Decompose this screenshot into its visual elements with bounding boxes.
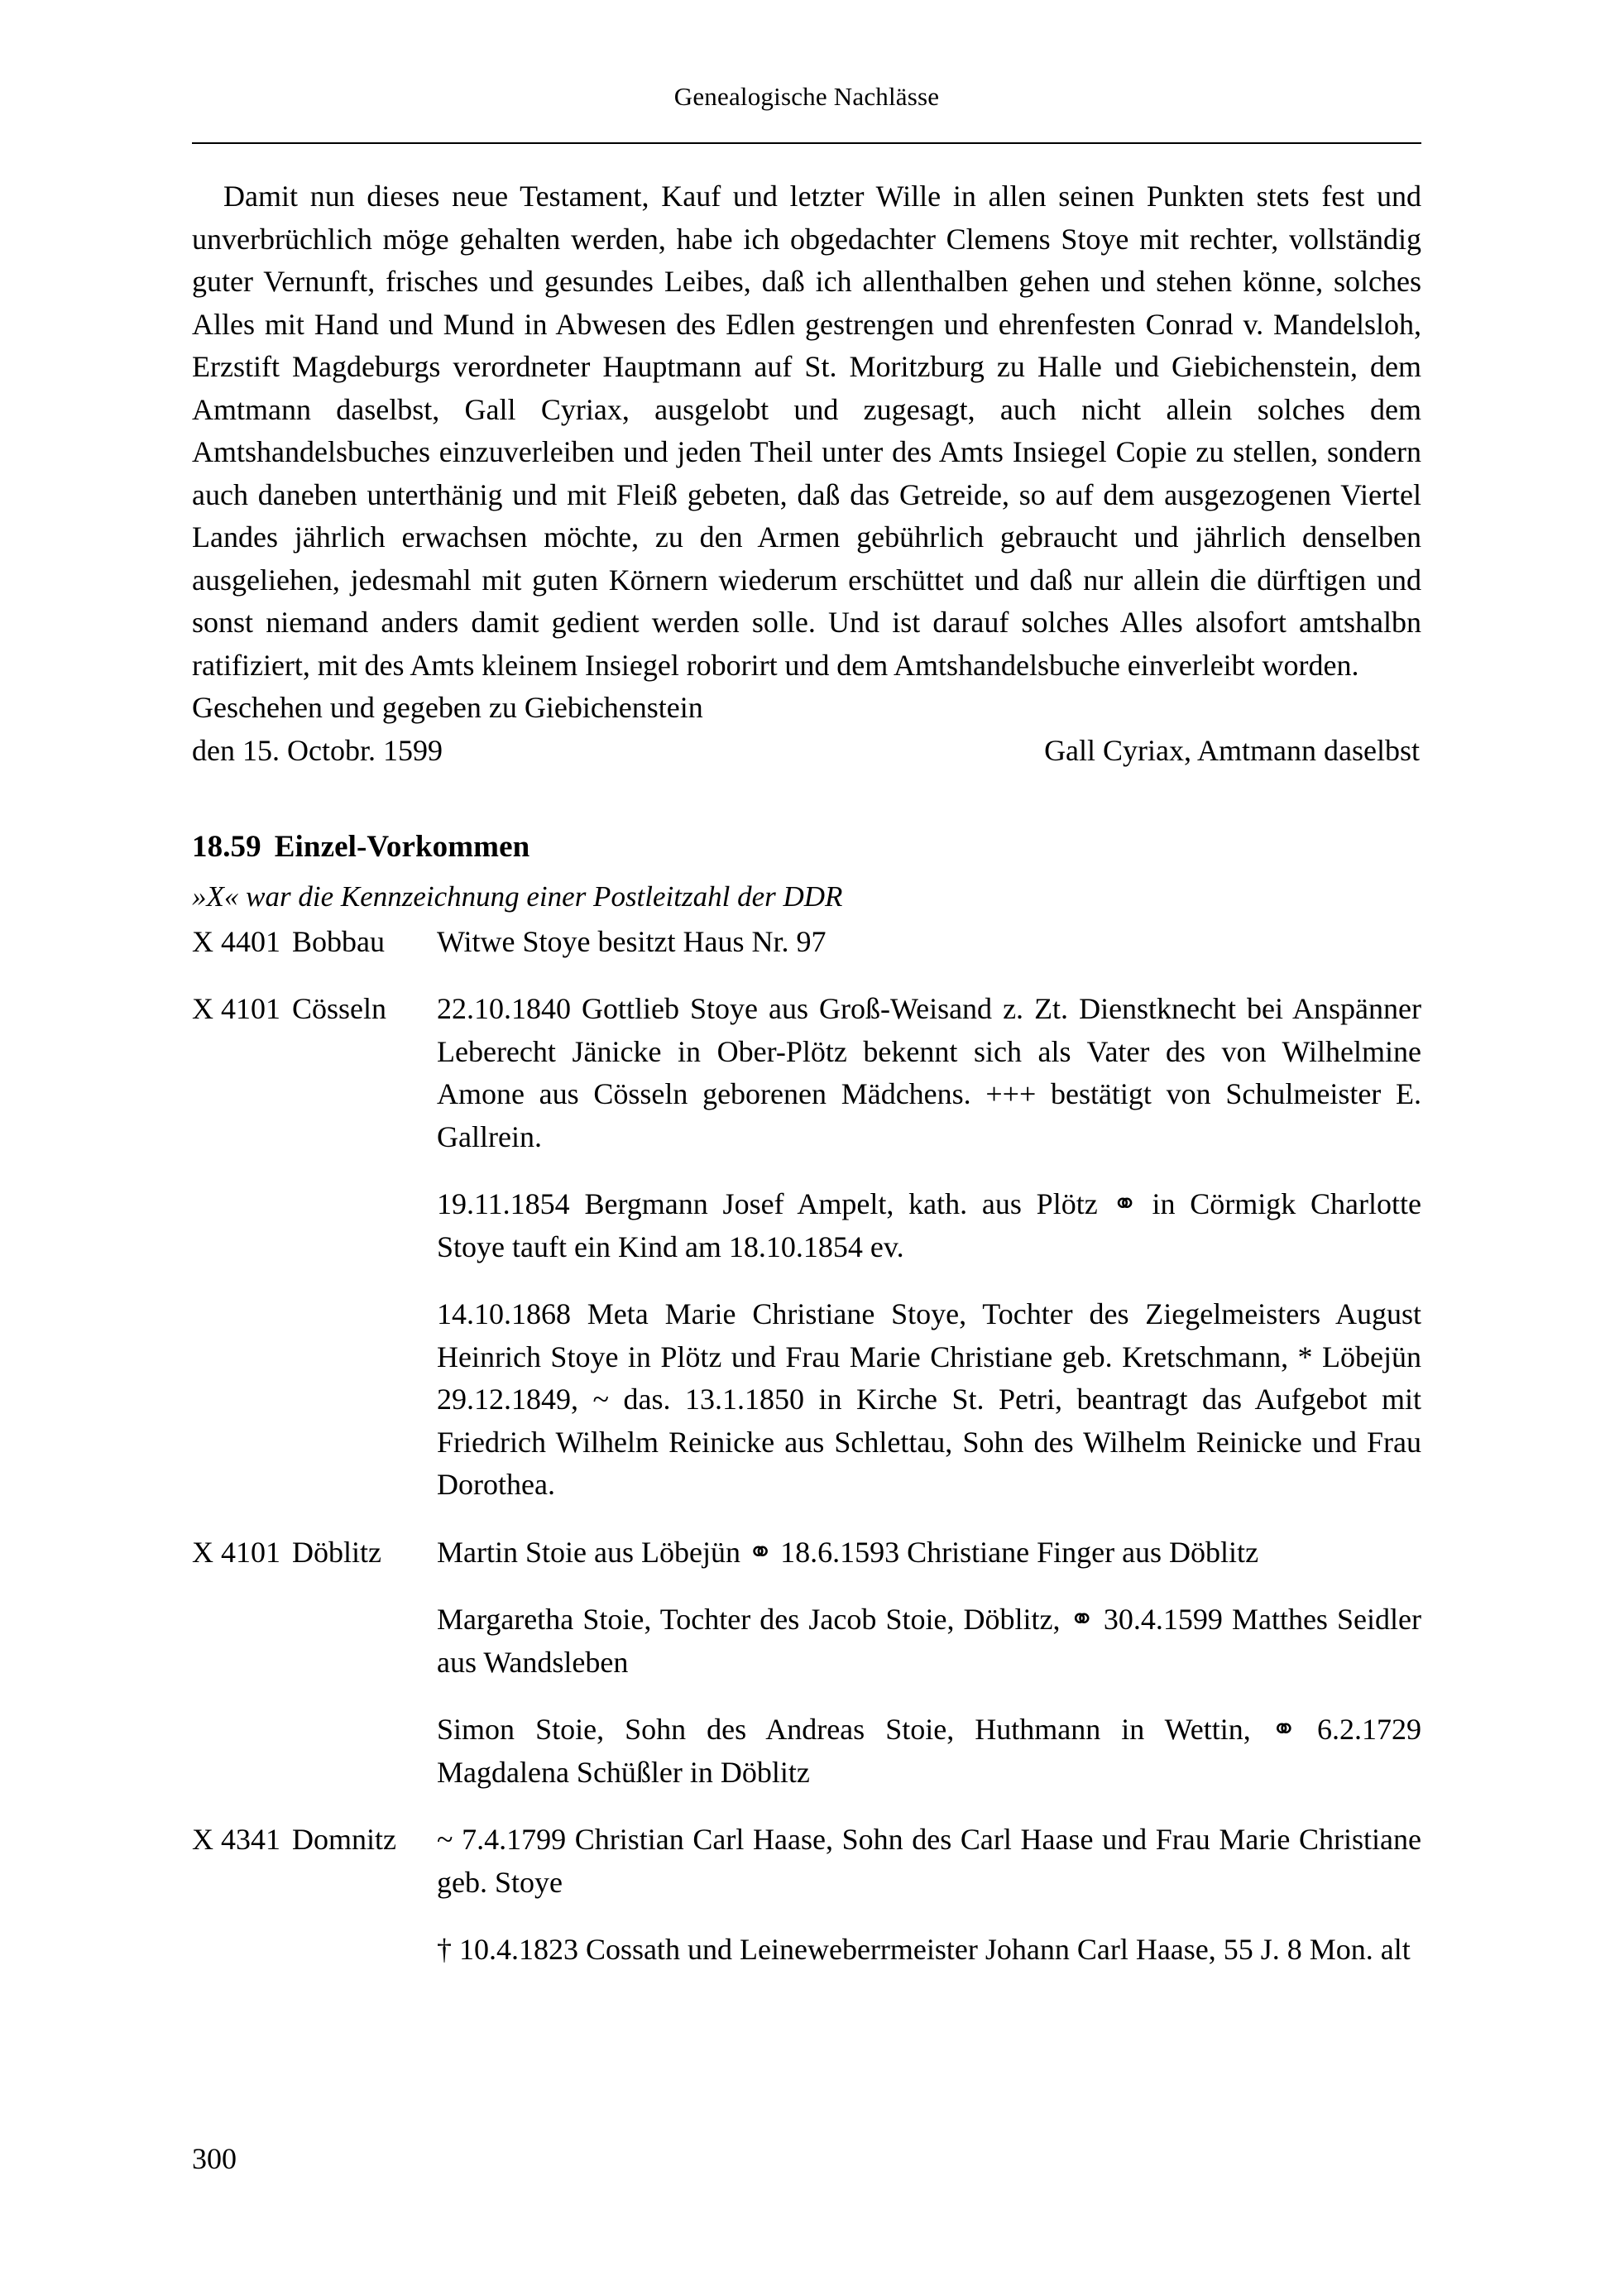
entry-plz: X 4101 <box>192 1535 280 1569</box>
closing-date: den 15. Octobr. 1599 <box>192 733 443 767</box>
entry-place: Domnitz <box>292 1823 396 1857</box>
entry-paragraph: 22.10.1840 Gottlieb Stoye aus Groß-Weisand z. Zt. Dienstknecht bei Anspänner Leberecht Jänicke in Ober-Plötz bekennt sich als Vater des von Wilhelmine Amone aus Cösseln geborenen Mädchens. +++ bestätigt von Schulmeister E. Gallrein. <box>437 992 1421 1153</box>
entry-paragraph: Martin Stoie aus Löbejün ⚭ 18.6.1593 Christiane Finger aus Döblitz <box>437 1535 1259 1569</box>
section-subtitle: »X« war die Kennzeichnung einer Postleitzahl der DDR <box>192 880 843 913</box>
entry-paragraph: Simon Stoie, Sohn des Andreas Stoie, Huthmann in Wettin, ⚭ 6.2.1729 Magdalena Schüßler in Döblitz <box>437 1713 1421 1789</box>
entry-paragraph: ~ 7.4.1799 Christian Carl Haase, Sohn des Carl Haase und Frau Marie Christiane geb. Stoye <box>437 1823 1421 1899</box>
entry-paragraph: 19.11.1854 Bergmann Josef Ampelt, kath. aus Plötz ⚭ in Cörmigk Charlotte Stoye tauft ein Kind am 18.10.1854 ev. <box>437 1187 1421 1263</box>
closing-date-signature-row <box>192 730 1421 773</box>
entry-place: Cösseln <box>292 992 387 1026</box>
entry-doeblitz <box>192 1531 1421 1795</box>
page-number: 300 <box>192 2142 237 2175</box>
entry-paragraph: 14.10.1868 Meta Marie Christiane Stoye, Tochter des Ziegelmeisters August Heinrich Stoye in Plötz und Frau Marie Christiane geb. Kretschmann, * Löbejün 29.12.1849, ~ das. 13.1.1850 in Kirche St. Petri, beantragt das Aufgebot mit Friedrich Wilhelm Reinicke aus Schlettau, Sohn des Wilhelm Reinicke und Frau Dorothea. <box>437 1297 1421 1502</box>
entry-plz: X 4401 <box>192 924 280 958</box>
entry-label-domnitz <box>192 1819 437 1862</box>
header-rule <box>192 142 1421 144</box>
entry-body-domnitz <box>437 1819 1421 1972</box>
entry-body-bobbau <box>437 921 1421 964</box>
closing-place-line: Geschehen und gegeben zu Giebichenstein <box>192 691 703 724</box>
entry-label-doeblitz <box>192 1531 437 1575</box>
closing-signature: Gall Cyriax, Amtmann daselbst <box>1044 733 1420 767</box>
section-heading <box>192 828 1421 866</box>
entry-label-coesseln <box>192 988 437 1031</box>
body-paragraph-1: Damit nun dieses neue Testament, Kauf und letzter Wille in allen seinen Punkten stets fest und unverbrüchlich möge gehalten werden, habe ich obgedachter Clemens Stoye mit rechter, vollständig guter Vernunft, frisches und gesundes Leibes, daß ich allenthalben gehen und stehen könne, solches Alles mit Hand und Mund in Abwesen des Edlen gestrengen und ehrenfesten Conrad v. Mandelsloh, Erzstift Magdeburgs verordneter Hauptmann auf St. Moritzburg zu Halle und Giebichenstein, dem Amtmann daselbst, Gall Cyriax, ausgelobt und zugesagt, auch nicht allein solches dem Amtshandelsbuches einzuverleiben und jeden Theil unter des Amts Insiegel Copie zu stellen, sondern auch daneben unterthänig und mit Fleiß gebeten, daß das Getreide, so auf dem ausgezogenen Viertel Landes jährlich erwachsen möchte, zu den Armen gebührlich gebraucht und jährlich denselben ausgeliehen, jedesmahl mit guten Körnern wiederum erschüttet und daß nur allein die dürftigen und sonst niemand anders damit gedient werden solle. Und ist darauf solches Alles alsofort amtshalbn ratifiziert, mit des Amts kleinem Insiegel roborirt und dem Amtshandelsbuche einverleibt worden. <box>192 180 1421 682</box>
entry-plz: X 4101 <box>192 992 280 1026</box>
running-header-title: Genealogische Nachlässe <box>673 82 940 111</box>
entry-paragraph: † 10.4.1823 Cossath und Leineweberrmeister Johann Carl Haase, 55 J. 8 Mon. alt <box>437 1933 1411 1967</box>
section-number: 18.59 <box>192 830 261 864</box>
entry-bobbau <box>192 921 1421 964</box>
page-content <box>192 175 1421 1972</box>
entry-label-bobbau <box>192 921 437 964</box>
entry-place: Döblitz <box>292 1535 381 1569</box>
entry-plz: X 4341 <box>192 1823 280 1857</box>
entry-list <box>192 921 1421 1972</box>
entry-body-doeblitz <box>437 1531 1421 1795</box>
entry-body-coesseln <box>437 988 1421 1507</box>
section-title: Einzel-Vorkommen <box>274 830 530 864</box>
running-header <box>192 81 1421 112</box>
entry-coesseln <box>192 988 1421 1507</box>
entry-paragraph: Witwe Stoye besitzt Haus Nr. 97 <box>437 924 827 958</box>
entry-place: Bobbau <box>292 924 385 958</box>
entry-domnitz <box>192 1819 1421 1972</box>
entry-paragraph: Margaretha Stoie, Tochter des Jacob Stoie, Döblitz, ⚭ 30.4.1599 Matthes Seidler aus Wandsleben <box>437 1603 1421 1679</box>
